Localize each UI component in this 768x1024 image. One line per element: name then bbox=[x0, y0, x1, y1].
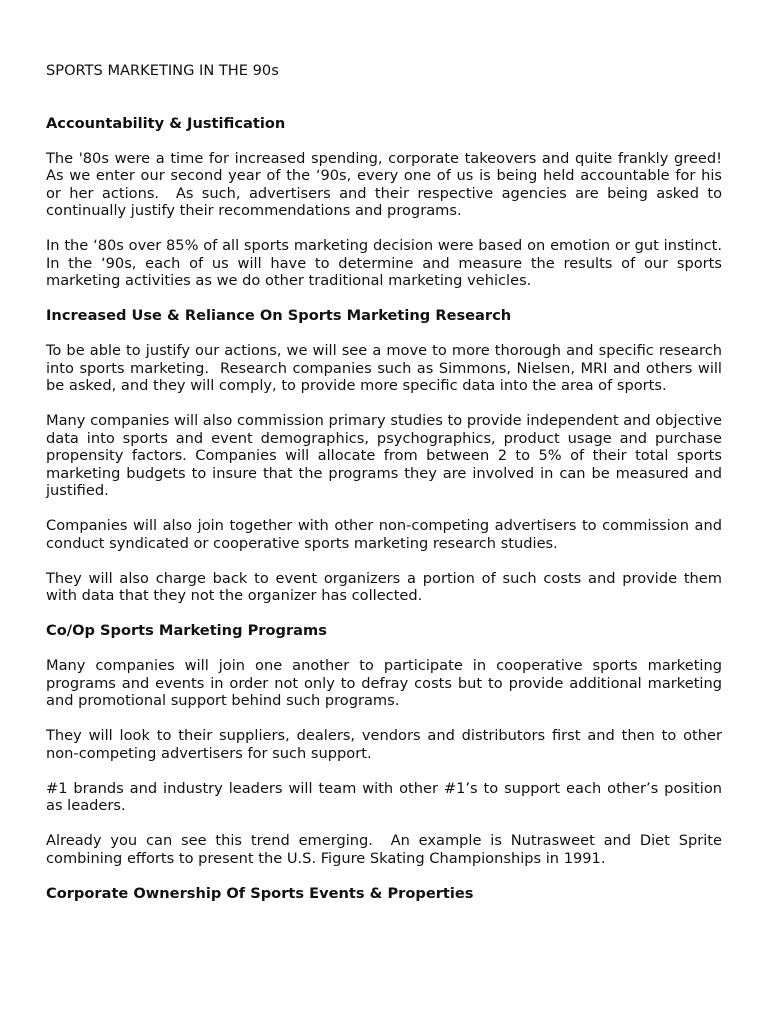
document-page bbox=[46, 62, 732, 920]
paragraph: Companies will also join together with other non-competing advertisers to commission and conduct syndicated or cooperative sports marketing research studies. bbox=[46, 517, 727, 552]
section-research bbox=[46, 307, 727, 605]
section-coop-programs bbox=[46, 622, 727, 867]
paragraph: #1 brands and industry leaders will team with other #1’s to support each other’s position as leaders. bbox=[46, 779, 727, 814]
document-title: SPORTS MARKETING IN THE 90s bbox=[46, 62, 279, 79]
section-heading: Accountability & Justification bbox=[46, 114, 286, 132]
section-heading: Increased Use & Reliance On Sports Marketing Research bbox=[46, 307, 512, 324]
section-heading: Corporate Ownership Of Sports Events & Properties bbox=[46, 884, 474, 902]
paragraph: They will look to their suppliers, dealers, vendors and distributors first and then to other non-competing advertisers for such support. bbox=[46, 727, 727, 762]
paragraph: The '80s were a time for increased spending, corporate takeovers and quite frankly greed! As we enter our second year of the ‘90s, every one of us is being held accountable for his or her actions. As such, advertisers and their respective agencies are being asked to continually justify their recommendations and programs. bbox=[46, 149, 732, 219]
paragraph: In the ‘80s over 85% of all sports marketing decision were based on emotion or gut instinct. In the ‘90s, each of us will have to determine and measure the results of our sports marketing activities as we do other traditional marketing vehicles. bbox=[46, 237, 732, 289]
paragraph: They will also charge back to event organizers a portion of such costs and provide them with data that they not the organizer has collected. bbox=[46, 569, 727, 604]
paragraph: To be able to justify our actions, we will see a move to more thorough and specific research into sports marketing. Research companies such as Simmons, Nielsen, MRI and others will be asked, and they will comply, to provide more specific data into the area of sports. bbox=[46, 342, 727, 394]
section-heading: Co/Op Sports Marketing Programs bbox=[46, 622, 327, 639]
section-corporate-ownership bbox=[46, 885, 722, 903]
section-accountability bbox=[46, 114, 732, 290]
paragraph: Already you can see this trend emerging. An example is Nutrasweet and Diet Sprite combining efforts to present the U.S. Figure Skating Championships in 1991. bbox=[46, 832, 727, 867]
paragraph: Many companies will also commission primary studies to provide independent and objective data into sports and event demographics, psychographics, product usage and purchase propensity factors. Companies will allocate from between 2 to 5% of their total sports marketing budgets to insure that the programs they are involved in can be measured and justified. bbox=[46, 412, 727, 499]
paragraph: Many companies will join one another to participate in cooperative sports marketing programs and events in order not only to defray costs but to provide additional marketing and promotional support behind such programs. bbox=[46, 657, 727, 709]
